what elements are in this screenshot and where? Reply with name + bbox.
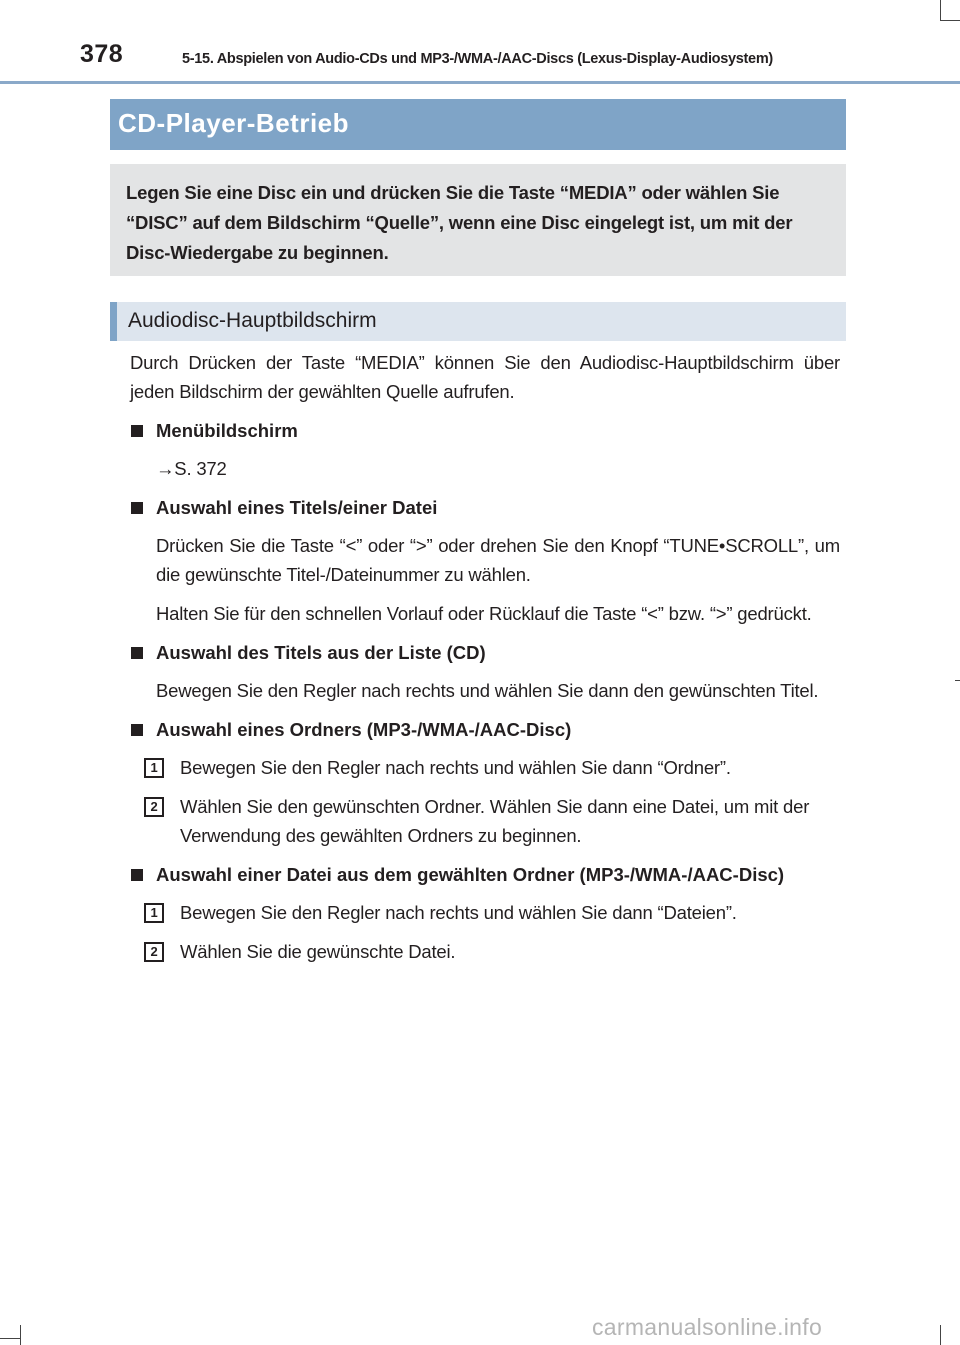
crop-mark xyxy=(940,1325,941,1345)
page-reference: →S. 372 xyxy=(156,458,227,479)
header-rule xyxy=(0,81,960,84)
heading-track-select xyxy=(130,493,840,522)
heading-text: Auswahl eines Titels/einer Datei xyxy=(156,497,438,518)
heading-text: Auswahl eines Ordners (MP3-/WMA-/AAC-Disc) xyxy=(156,719,572,740)
bullet-square-icon xyxy=(131,647,143,659)
heading-list-select xyxy=(130,638,840,667)
step-item xyxy=(130,792,840,850)
step-text: Bewegen Sie den Regler nach rechts und wählen Sie dann “Dateien”. xyxy=(180,902,737,923)
step-item xyxy=(130,898,840,927)
step-text: Wählen Sie die gewünschte Datei. xyxy=(180,941,456,962)
bullet-square-icon xyxy=(131,869,143,881)
subsection-text: Durch Drücken der Taste “MEDIA” können Sie den Audiodisc-Hauptbildschirm über jeden Bildschirm der gewählten Quelle aufrufen. xyxy=(130,352,840,402)
bullet-square-icon xyxy=(131,724,143,736)
section-title: CD-Player-Betrieb xyxy=(118,108,350,138)
crop-mark xyxy=(955,680,960,681)
step-item xyxy=(130,937,840,966)
heading-text: Auswahl des Titels aus der Liste (CD) xyxy=(156,642,486,663)
page-header xyxy=(0,0,960,84)
crop-mark xyxy=(20,1325,21,1345)
step-text: Wählen Sie den gewünschten Ordner. Wählen Sie dann eine Datei, um mit der Verwendung des gewählten Ordners zu beginnen. xyxy=(180,796,810,846)
body-text: Bewegen Sie den Regler nach rechts und wählen Sie dann den gewünschten Titel. xyxy=(156,680,819,701)
watermark: carmanualsonline.info xyxy=(592,1314,823,1340)
intro-text: Legen Sie eine Disc ein und drücken Sie die Taste “MEDIA” oder wählen Sie “DISC” auf dem Bildschirm “Quelle”, wenn eine Disc eingelegt ist, um mit der Disc-Wiedergabe zu beginnen. xyxy=(126,182,793,263)
step-number: 2 xyxy=(144,797,164,817)
crop-mark xyxy=(0,1338,20,1339)
page-number: 378 xyxy=(80,40,124,68)
content xyxy=(130,348,840,976)
intro-box xyxy=(110,164,846,276)
heading-menu xyxy=(130,416,840,445)
bullet-square-icon xyxy=(131,502,143,514)
section-title-bar xyxy=(110,99,846,150)
heading-folder-select xyxy=(130,715,840,744)
chapter-title: 5-15. Abspielen von Audio-CDs und MP3-/WMA-/AAC-Discs (Lexus-Display-Audiosystem) xyxy=(182,51,773,67)
body-text: Drücken Sie die Taste “<” oder “>” oder drehen Sie den Knopf “TUNE•SCROLL”, um die gewünschte Titel-/Dateinummer zu wählen. xyxy=(156,535,840,585)
heading-text: Menübildschirm xyxy=(156,420,298,441)
body-text: Halten Sie für den schnellen Vorlauf oder Rücklauf die Taste “<” bzw. “>” gedrückt. xyxy=(156,603,812,624)
step-number: 2 xyxy=(144,942,164,962)
step-number: 1 xyxy=(144,903,164,923)
heading-text: Auswahl einer Datei aus dem gewählten Ordner (MP3-/WMA-/AAC-Disc) xyxy=(156,864,785,885)
step-text: Bewegen Sie den Regler nach rechts und wählen Sie dann “Ordner”. xyxy=(180,757,731,778)
subsection-title: Audiodisc-Hauptbildschirm xyxy=(128,309,377,332)
step-number: 1 xyxy=(144,758,164,778)
bullet-square-icon xyxy=(131,425,143,437)
step-item xyxy=(130,753,840,782)
subsection-title-bar xyxy=(110,302,846,341)
heading-file-select xyxy=(130,860,840,889)
